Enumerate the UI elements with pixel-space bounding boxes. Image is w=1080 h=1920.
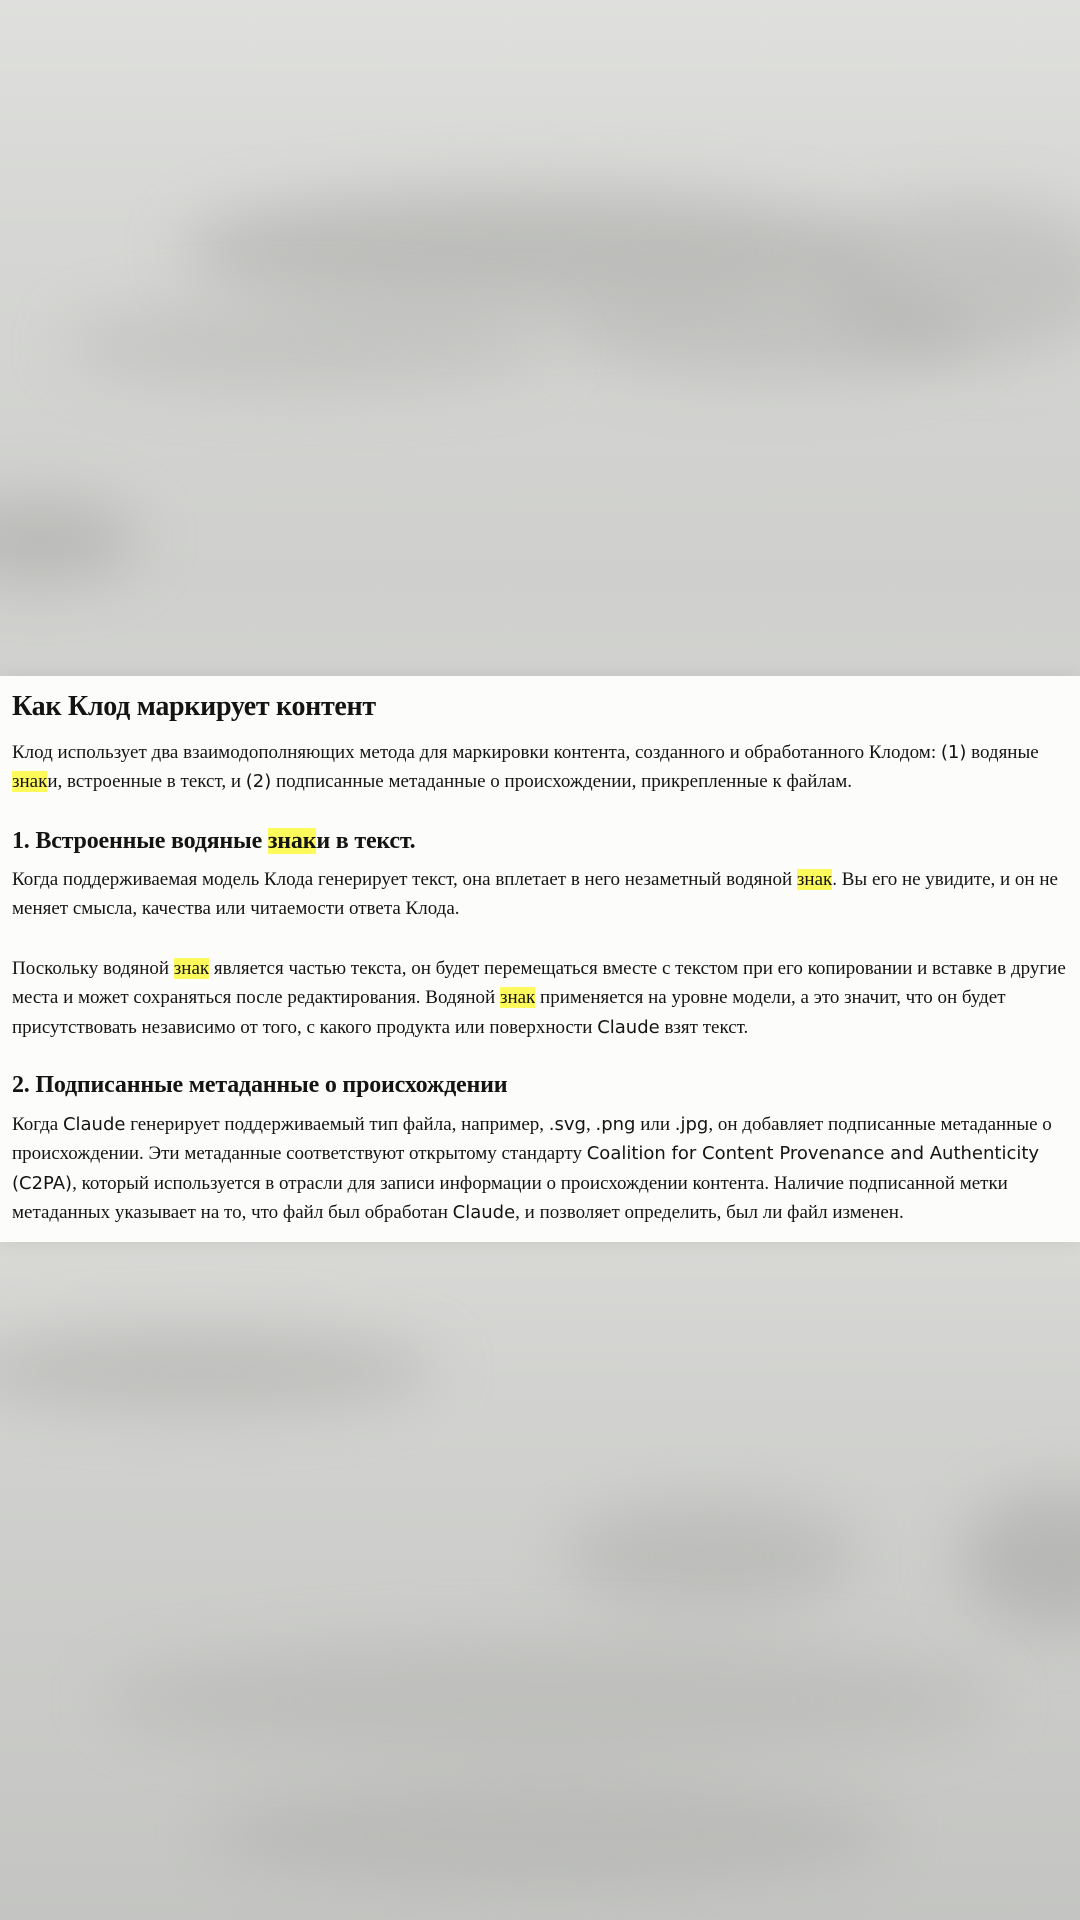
section1-paragraph-2 xyxy=(12,954,1066,1043)
section2-text-2: генерирует поддерживаемый тип файла, например, xyxy=(125,1113,549,1135)
section2-heading: 2. Подписанные метаданные о происхождении xyxy=(12,1072,508,1099)
highlight-match: знак xyxy=(267,827,317,854)
file-ext-svg: .svg xyxy=(548,1113,586,1135)
section2-text-1: Когда xyxy=(12,1113,63,1135)
section1-heading-pre: 1. Встроенные водяные xyxy=(12,827,268,854)
section1-p1-text-1: Когда поддерживаемая модель Клода генерирует текст, она вплетает в него незаметный водяной xyxy=(12,868,797,890)
file-ext-png: .png xyxy=(595,1113,636,1135)
highlight-match: знак xyxy=(173,957,210,979)
section1-paragraph-1 xyxy=(12,865,1066,924)
section2-text-4: , он добавляет подписанные метаданные о происхождении. Эти метаданные соответствуют открытому стандарту xyxy=(12,1113,1052,1165)
article-card xyxy=(0,676,1080,1242)
intro-number-1: (1) xyxy=(940,741,967,763)
section1-heading-post: и в текст. xyxy=(316,827,416,854)
claude-name: Claude xyxy=(62,1113,126,1135)
intro-paragraph xyxy=(12,738,1066,797)
intro-text-4: подписанные метаданные о происхождении, прикрепленные к файлам. xyxy=(271,771,853,793)
section2-text-3: или xyxy=(635,1113,675,1135)
section2-paragraph xyxy=(12,1110,1066,1228)
intro-text-1: Клод использует два взаимодополняющих метода для маркировки контента, созданного и обработанного Клодом: xyxy=(12,741,941,763)
claude-name: Claude xyxy=(452,1202,516,1224)
section1-p2-text-4: взят текст. xyxy=(659,1016,749,1038)
section2-text-6: , и позволяет определить, был ли файл изменен. xyxy=(515,1202,904,1224)
section1-heading xyxy=(12,825,1066,857)
highlight-match: знак xyxy=(499,987,536,1009)
intro-text-3: и, встроенные в текст, и xyxy=(47,771,246,793)
intro-number-2: (2) xyxy=(245,771,272,793)
highlight-match: знак xyxy=(796,868,833,890)
section2-comma: , xyxy=(585,1113,596,1135)
c2pa-standard-name: Coalition for Content Provenance and Authenticity (C2PA) xyxy=(12,1143,1040,1194)
section2-text-5: , который используется в отрасли для записи информации о происхождении контента. Наличие подписанной метки метаданных указывает на то, что файл был обработан xyxy=(12,1172,1008,1224)
section1-p2-text-1: Поскольку водяной xyxy=(12,957,174,979)
section1-p2-text-3: применяется на уровне модели, а это значит, что он будет присутствовать независимо от того, с какого продукта или поверхности xyxy=(12,987,1006,1038)
section1-p2-text-2: является частью текста, он будет перемещаться вместе с текстом при его копировании и вставке в другие места и может сохраняться после редактирования. Водяной xyxy=(12,957,1066,1009)
intro-text-2: водяные xyxy=(966,741,1039,763)
section1-p1-text-2: . Вы его не увидите, и он не меняет смысла, качества или читаемости ответа Клода. xyxy=(12,868,1058,920)
file-ext-jpg: .jpg xyxy=(674,1113,709,1135)
highlight-match: знак xyxy=(12,771,48,793)
article-title: Как Клод маркирует контент xyxy=(12,691,376,722)
claude-name: Claude xyxy=(597,1016,660,1038)
